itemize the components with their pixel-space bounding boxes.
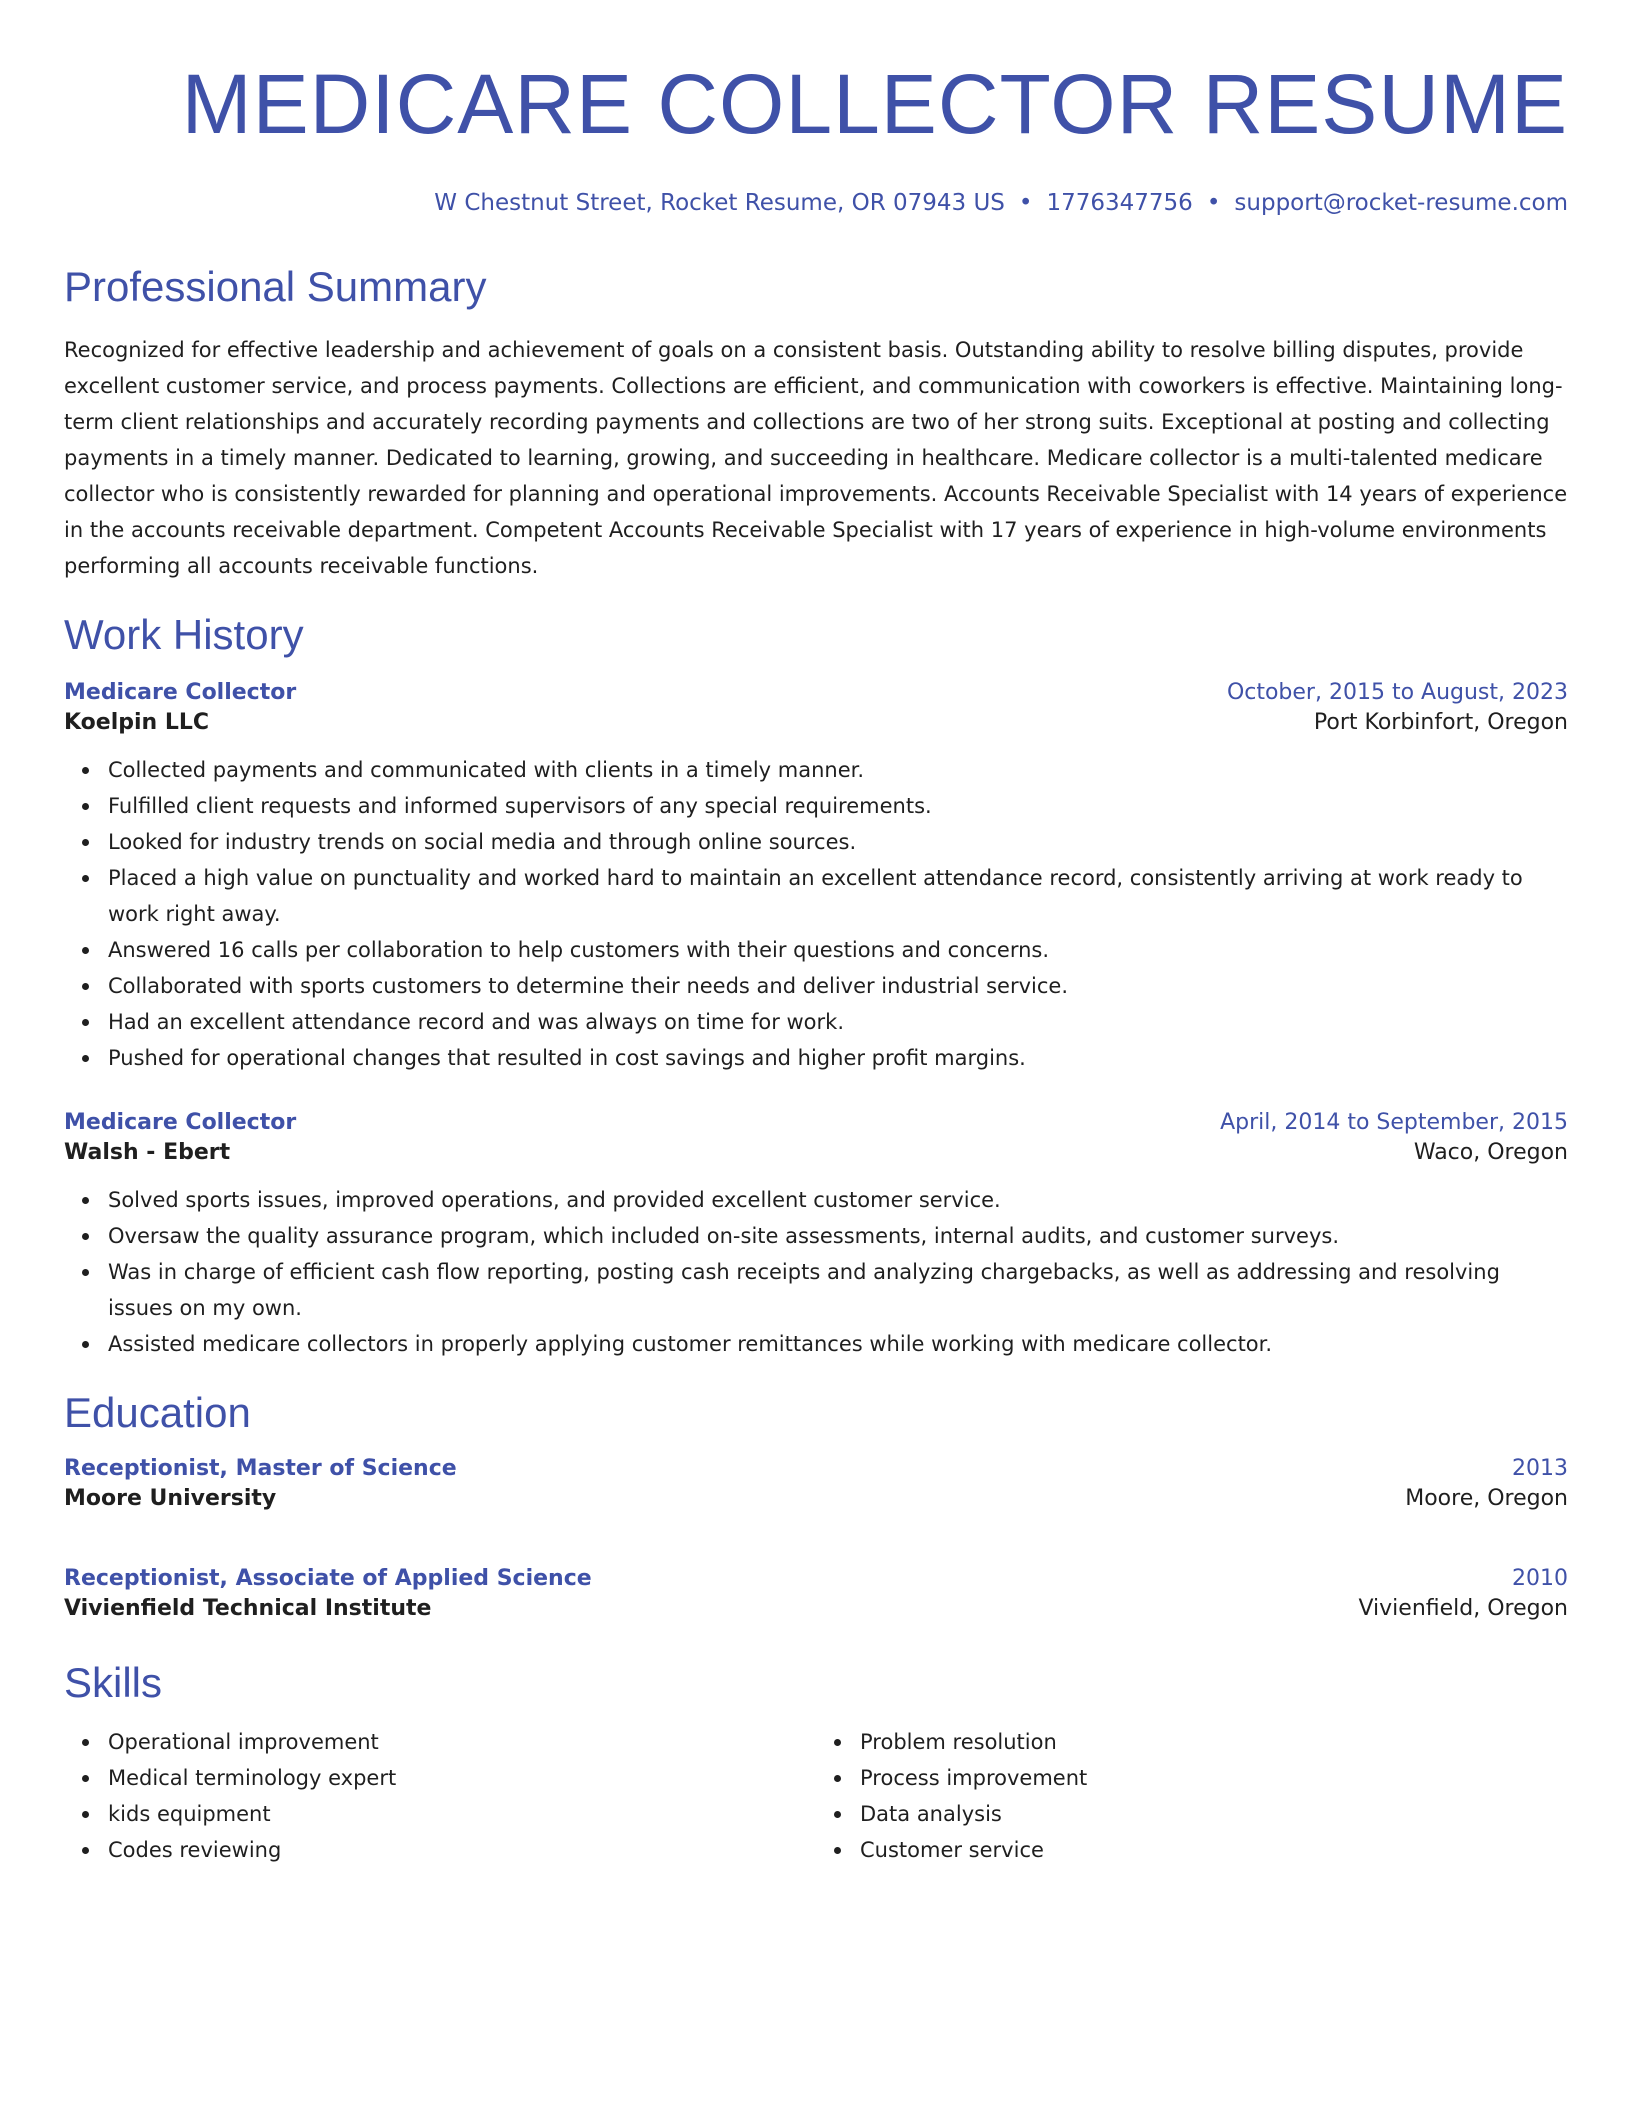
education-location: Moore, Oregon: [1405, 1486, 1568, 1511]
list-item: Pushed for operational changes that resulted in cost savings and higher profit margins.: [108, 1040, 1568, 1076]
education-entry: [64, 1454, 1568, 1514]
contact-phone: 1776347756: [1046, 190, 1193, 216]
education-subheader: [64, 1484, 1568, 1514]
education-school: Vivienfield Technical Institute: [64, 1596, 432, 1621]
list-item: Looked for industry trends on social media and through online sources.: [108, 824, 1568, 860]
education-entry: [64, 1564, 1568, 1624]
education-degree: Receptionist, Associate of Applied Science: [64, 1566, 592, 1591]
job-title: Medicare Collector: [64, 680, 297, 705]
job-entry: [64, 678, 1568, 1076]
education-header: [64, 1564, 1568, 1594]
contact-line: [64, 188, 1568, 218]
education-subheader: [64, 1594, 1568, 1624]
list-item: Medical terminology expert: [108, 1760, 816, 1796]
list-item: Process improvement: [860, 1760, 1568, 1796]
skills-list-left: [64, 1724, 816, 1868]
list-item: Operational improvement: [108, 1724, 816, 1760]
job-subheader: [64, 708, 1568, 738]
summary-text: Recognized for effective leadership and achievement of goals on a consistent basis. Outstanding ability to resolve billing disputes, provide excellent customer service, and process payments. Collections are efficient, and communication with coworkers is effective. Maintaining long-term client relationships and accurately recording payments and collections are two of her strong suits. Exceptional at posting and collecting payments in a timely manner. Dedicated to learning, growing, and succeeding in healthcare. Medicare collector is a multi-talented medicare collector who is consistently rewarded for planning and operational improvements. Accounts Receivable Specialist with 14 years of experience in the accounts receivable department. Competent Accounts Receivable Specialist with 17 years of experience in high-volume environments performing all accounts receivable functions.: [64, 338, 1568, 578]
job-entry: [64, 1108, 1568, 1362]
resume-name: MEDICARE COLLECTOR RESUME: [181, 57, 1568, 151]
education-school: Moore University: [64, 1486, 277, 1511]
section-title-summary: Professional Summary: [64, 263, 487, 310]
list-item: Codes reviewing: [108, 1832, 816, 1868]
job-bullets: [64, 1182, 1568, 1362]
job-subheader: [64, 1138, 1568, 1168]
list-item: kids equipment: [108, 1796, 816, 1832]
list-item: Oversaw the quality assurance program, which included on-site assessments, internal audits, and customer surveys.: [108, 1218, 1568, 1254]
contact-separator: •: [1018, 190, 1033, 216]
job-company: Walsh - Ebert: [64, 1140, 231, 1165]
list-item: Answered 16 calls per collaboration to help customers with their questions and concerns.: [108, 932, 1568, 968]
list-item: Customer service: [860, 1832, 1568, 1868]
job-dates: April, 2014 to September, 2015: [1220, 1110, 1568, 1135]
job-bullets: [64, 752, 1568, 1076]
list-item: Was in charge of efficient cash flow reporting, posting cash receipts and analyzing chargebacks, as well as addressing and resolving issues on my own.: [108, 1254, 1568, 1326]
education-year: 2013: [1512, 1456, 1568, 1481]
contact-email: support@rocket-resume.com: [1234, 190, 1568, 216]
contact-address: W Chestnut Street, Rocket Resume, OR 07943 US: [434, 190, 1005, 216]
job-company: Koelpin LLC: [64, 710, 210, 735]
list-item: Collaborated with sports customers to determine their needs and deliver industrial service.: [108, 968, 1568, 1004]
skills-columns: [64, 1724, 1568, 1868]
skills-list-right: [816, 1724, 1568, 1868]
list-item: Data analysis: [860, 1796, 1568, 1832]
list-item: Fulfilled client requests and informed supervisors of any special requirements.: [108, 788, 1568, 824]
section-title-education: Education: [64, 1389, 251, 1436]
job-header: [64, 1108, 1568, 1138]
list-item: Had an excellent attendance record and was always on time for work.: [108, 1004, 1568, 1040]
education-location: Vivienfield, Oregon: [1358, 1596, 1568, 1621]
job-header: [64, 678, 1568, 708]
section-title-skills: Skills: [64, 1659, 163, 1706]
contact-separator: •: [1206, 190, 1221, 216]
education-degree: Receptionist, Master of Science: [64, 1456, 457, 1481]
list-item: Placed a high value on punctuality and worked hard to maintain an excellent attendance record, consistently arriving at work ready to work right away.: [108, 860, 1568, 932]
list-item: Collected payments and communicated with clients in a timely manner.: [108, 752, 1568, 788]
job-title: Medicare Collector: [64, 1110, 297, 1135]
job-location: Port Korbinfort, Oregon: [1313, 710, 1568, 735]
list-item: Problem resolution: [860, 1724, 1568, 1760]
job-dates: October, 2015 to August, 2023: [1226, 680, 1568, 705]
job-location: Waco, Oregon: [1413, 1140, 1568, 1165]
list-item: Assisted medicare collectors in properly applying customer remittances while working with medicare collector.: [108, 1326, 1568, 1362]
section-title-work: Work History: [64, 611, 304, 658]
education-header: [64, 1454, 1568, 1484]
list-item: Solved sports issues, improved operations, and provided excellent customer service.: [108, 1182, 1568, 1218]
education-year: 2010: [1512, 1566, 1568, 1591]
